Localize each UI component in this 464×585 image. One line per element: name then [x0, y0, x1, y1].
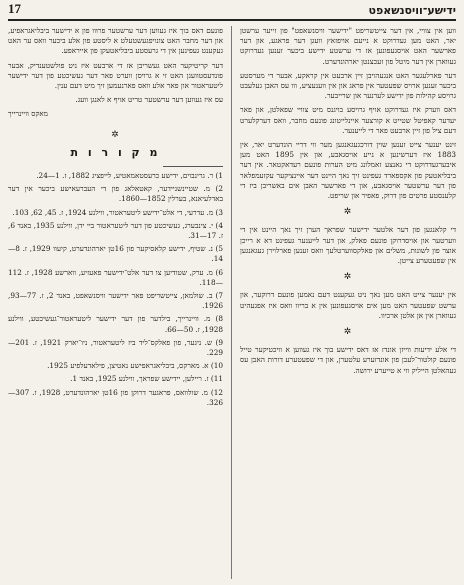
right-column: [240, 26, 456, 581]
source-entry: 5) נ. שטיף, ידישע קלאסיקער פון 16טן יארהונדערט, קיעוו 1929, ז. 8—14.: [8, 244, 223, 264]
paragraph: זינט יענער צייט זענען שוין דורכגעגאנגען מער ווי דריי הונדערט יאר, אין 1883 איז דערשינען א נייע אויסגאבע, און אין 1895 האט מען איבערגעדרוקט די גאנצע זאמלונג מיט הערות פונעם רעדאקטאר. אין דער ביבליאטעק פון אקספארד געפינט זיך נאך היינט דער איינציקער עקזעמפלאר פון דער ערשטער אויסגאבע, און די פארשער האבן אים באשריבן ביז די קלענסטע פרטים פון דרוק, פאפיר און שריפט.: [240, 140, 456, 201]
ornament-icon: ✲: [343, 207, 353, 218]
paragraph: אין יענער צייט האט מען נאך ניט געקענט דעם נאמען פונעם דרוקער, און ערשט שפעטער האט מען אים אויסגעפונען אין א בריוו וואס איז אפגעהיט געווארן אין אן אלטן ארכיוו.: [240, 290, 456, 320]
column-divider: [231, 26, 232, 579]
paragraph: די קלאנגען פון דער אלטער ידישער שפראך הערן זיך נאך היינט אין די ווערטער און אויסדרוקן פונעם פאלק, און דער לייענער געפינט דא א רייכן אוצר פון לשונות, משלים און פאלקסווערטלעך וואס זענען פארלוירן געגאנגען אין שפעטערע צייטן.: [240, 225, 456, 266]
paragraph: דאס ווערק איז געדרוקט אויף גרויסע בויגנס מיט צוויי שפאלטן, און פאר יעדער קאפיטל שטייט א קורצער איינלייטונג פונעם מחבר, וואס דערקלערט דעם ציל פון זיין ארבעט פאר די לייענער.: [240, 105, 456, 135]
paragraph: דער פארלעגער האט אנגעהויבן זיין ארבעט אין קראקע, אבער די מערסטע ביכער זענען ארויס שפעטער אין פראג און אין ווענעציע, ווו עס האבן געלעבט גרויסע קהילות פון ידישע לערנער און שרייבער.: [240, 70, 456, 101]
source-entry: 3) מ. עדרעי, די אלט־ידישע ליטעראטור, ווילנע 1924, ז. 45, 62, 103.: [12, 207, 223, 217]
source-entry: 10) א. מארקס, ביבליאגראפישע נאטיצן, פילאדעלפיע 1925.: [47, 361, 223, 371]
left-column: [8, 26, 223, 581]
paragraph: ווען אין צוויי, אין דער צייטשריפט "ידישער וויסנשאפט" פון זייער ערשטן יאר, האט מען געדרוקט א נייעם אויפזאץ וועגן דער פראגע, און דער פארשער האט אויסגעפונען אז די ערשטע ידישע ביכער זענען געדרוקט געווארן אין דער מיטל פון זעכצנטן יארהונדערט.: [240, 26, 456, 66]
source-entry: 1) ר. גרינבוים, ידישע כרעסטאמאטיע, לייפציג 1882, ז. 1—24.: [36, 171, 223, 181]
page-number: 17: [8, 1, 21, 16]
source-entry: 9) ש. ניגער, פון פאלקס־ליד ביז ליטעראטור, ניו־יארק 1921, ז. 201—229.: [8, 337, 223, 358]
author-signature: מאקס וויינרייך: [8, 109, 49, 119]
sources-heading: מ ק ו ר ו ת: [70, 145, 161, 159]
paragraph: דער קריטיקער האט געשריבן אז די ארבעט איז ניט פולשטענדיק, אבער פונדעסטוועגן האט זי א גרויסן ווערט פאר דער געשיכטע פון דער ידישער ליטעראטור און פאר אלע וואס פארנעמען זיך מיט דעם ענין.: [8, 60, 223, 91]
page-header: [8, 2, 456, 17]
source-entry: 12) מ. שולוואס, פראגער דרוקן פון 16טן יארהונדערט, 1928, ז. 307—326.: [8, 387, 223, 407]
source-entry: 8) מ. וויינרייך, בילדער פון דער ידישער ליטעראטור־געשיכטע, ווילנע 1928, ז. 50—66.: [8, 314, 223, 334]
ornament-icon: ✲: [343, 327, 353, 338]
running-title: ידישע־וויסנשאפט: [368, 4, 456, 17]
paragraph: פונעם דאס בוך איז געווען דער ערשטער פרוּוו פון א ידישער ביבליאגראפיע, און דער מחבר האט צונויפגעשטעלט א ליסטע פון אלע ביכער וואס ער האט געקענט געפינען אין די גרעסטע ביבליאטעקן פון אייראפע.: [8, 26, 223, 56]
ornament-icon: ✲: [111, 129, 120, 140]
header-rule: [8, 19, 456, 21]
paragraph: עס איז געווען דער ערשטער טריט אויף א לאנגן וועג.: [75, 95, 223, 105]
source-entry: 4) י. צינבערג, געשיכטע פון דער ליטעראטור ביי ידן, ווילנע 1935, באנד 6, ז. 17—31.: [8, 220, 223, 241]
source-entry: 2) מ. שטיינשניידער, קאטאלאג פון די העברעאישע ביכער אין דער באדלעיאנא, בערלין 1852—1860.: [8, 184, 223, 204]
source-entry: 11) ז. ריילען, יידישע שפראך, ווילנע 1925, באנד 1.: [70, 374, 223, 384]
footnote-rule: [163, 166, 223, 167]
source-entry: 7) ב. שולמאן, צייטשריפט פאר ידישער וויסנשאפט, באנד 2, ז. 77—93, 1926.: [8, 291, 223, 311]
paragraph: די אלע ידיעות ווייזן אונדז אז דאס ידישע בוך איז געווען א וויכטיקער טייל פונעם קולטור־לעבן פון אונדזערע עלטערן, און די שפעטערע דורות האבן עס געהאלטן הייליק ווי א טייערע ירושה.: [240, 345, 456, 375]
source-entry: 6) מ. ערק, שטודיען צו דער אלט־ידישער פאעזיע, ווארשע 1928, ז. 112—118.: [8, 267, 223, 287]
ornament-icon: ✲: [343, 272, 353, 283]
